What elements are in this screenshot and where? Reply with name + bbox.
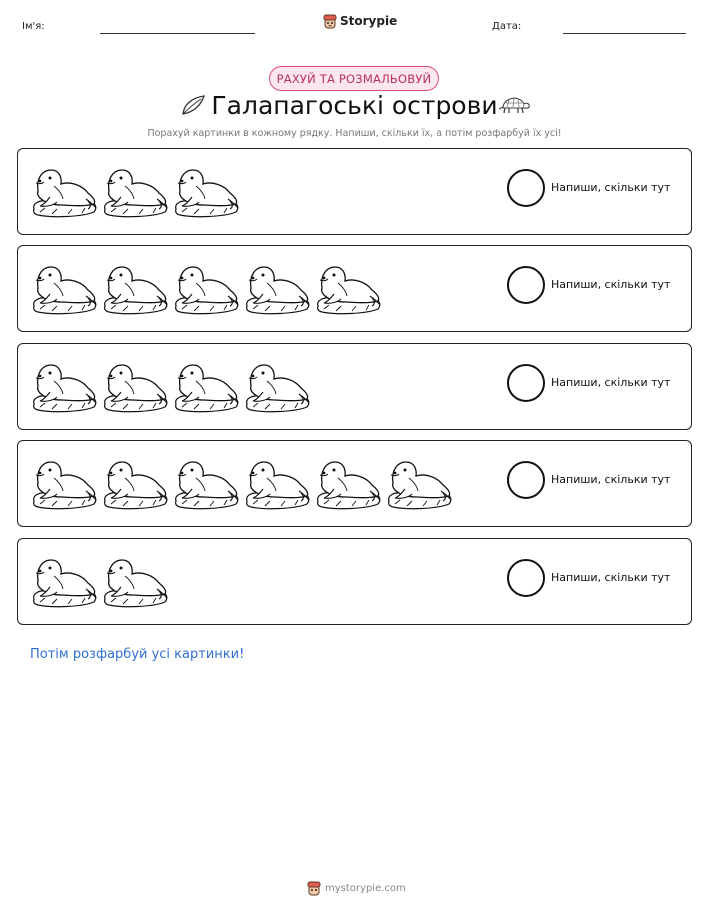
write-prompt: Напиши, скільки тут — [551, 473, 671, 486]
answer-circle[interactable] — [507, 364, 545, 402]
answer-circle[interactable] — [507, 559, 545, 597]
answer-circle[interactable] — [507, 266, 545, 304]
write-prompt: Напиши, скільки тут — [551, 181, 671, 194]
answer-circle[interactable] — [507, 461, 545, 499]
site-footer — [307, 880, 406, 896]
brand-logo — [323, 13, 397, 29]
write-prompt: Напиши, скільки тут — [551, 278, 671, 291]
picture-group — [30, 258, 385, 318]
sea-lion-on-rock-icon — [243, 356, 314, 416]
storypie-mascot-icon — [323, 13, 337, 29]
sea-lion-on-rock-icon — [172, 161, 243, 221]
site-url[interactable]: mystorypie.com — [325, 882, 406, 894]
instructions: Порахуй картинки в кожному рядку. Напиши, скільки їх, а потім розфарбуй їх усі! — [147, 128, 562, 139]
sea-lion-on-rock-icon — [30, 161, 101, 221]
date-label: Дата: — [492, 21, 522, 32]
sea-lion-on-rock-icon — [243, 453, 314, 513]
picture-group — [30, 453, 456, 513]
sea-lion-on-rock-icon — [314, 258, 385, 318]
sea-lion-on-rock-icon — [30, 356, 101, 416]
sea-lion-on-rock-icon — [172, 356, 243, 416]
sea-lion-on-rock-icon — [243, 258, 314, 318]
count-row-5 — [17, 538, 692, 625]
brand-name: Storypie — [340, 14, 398, 28]
page-title: Галапагоські острови — [211, 91, 498, 120]
sea-lion-on-rock-icon — [30, 551, 101, 611]
picture-group — [30, 356, 314, 416]
sea-lion-on-rock-icon — [101, 258, 172, 318]
count-row-4 — [17, 440, 692, 527]
activity-badge: РАХУЙ ТА РОЗМАЛЬОВУЙ — [269, 66, 439, 91]
sea-lion-on-rock-icon — [101, 551, 172, 611]
sea-lion-on-rock-icon — [314, 453, 385, 513]
sea-lion-on-rock-icon — [30, 453, 101, 513]
sea-lion-on-rock-icon — [30, 258, 101, 318]
count-row-2 — [17, 245, 692, 332]
sea-lion-on-rock-icon — [172, 258, 243, 318]
picture-group — [30, 161, 243, 221]
name-line[interactable] — [100, 33, 255, 34]
picture-group — [30, 551, 172, 611]
write-prompt: Напиши, скільки тут — [551, 376, 671, 389]
sea-lion-on-rock-icon — [172, 453, 243, 513]
date-line[interactable] — [563, 33, 686, 34]
storypie-mascot-icon — [307, 880, 321, 896]
sea-lion-on-rock-icon — [385, 453, 456, 513]
count-row-1 — [17, 148, 692, 235]
sea-lion-on-rock-icon — [101, 453, 172, 513]
sea-lion-on-rock-icon — [101, 161, 172, 221]
answer-circle[interactable] — [507, 169, 545, 207]
write-prompt: Напиши, скільки тут — [551, 571, 671, 584]
count-row-3 — [17, 343, 692, 430]
coloring-note: Потім розфарбуй усі картинки! — [30, 647, 245, 662]
sea-lion-on-rock-icon — [101, 356, 172, 416]
turtle-icon — [497, 92, 531, 116]
name-label: Ім'я: — [22, 21, 45, 32]
